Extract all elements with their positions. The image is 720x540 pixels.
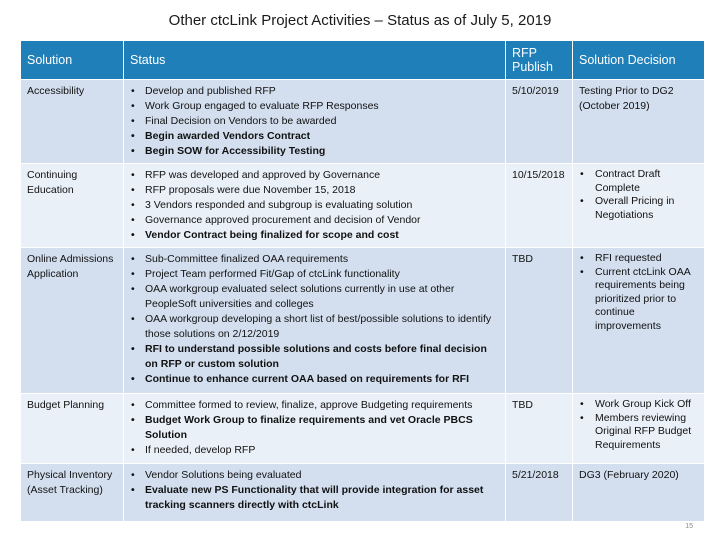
solution-cell: Accessibility xyxy=(21,80,124,164)
status-item: • Begin awarded Vendors Contract xyxy=(130,129,499,144)
header-rfp-publish: RFP Publish xyxy=(506,41,573,80)
decision-cell xyxy=(573,394,705,464)
rfp-publish-cell: TBD xyxy=(506,248,573,394)
decision-item: • Overall Pricing in Negotiations xyxy=(579,195,698,222)
status-item: • Continue to enhance current OAA based on requirements for RFI xyxy=(130,372,499,387)
decision-cell xyxy=(573,164,705,248)
status-item: • Governance approved procurement and decision of Vendor xyxy=(130,213,499,228)
page-number: 15 xyxy=(685,523,693,530)
status-item: • Develop and published RFP xyxy=(130,84,499,99)
decision-item: • Contract Draft Complete xyxy=(579,168,698,195)
status-cell xyxy=(124,248,506,394)
rfp-publish-cell: 10/15/2018 xyxy=(506,164,573,248)
status-item: • RFI to understand possible solutions and costs before final decision on RFP or custom solution xyxy=(130,342,499,372)
decision-item: • Work Group Kick Off xyxy=(579,398,698,412)
solution-cell: Online Admissions Application xyxy=(21,248,124,394)
status-item: • If needed, develop RFP xyxy=(130,443,499,458)
decision-item: • RFI requested xyxy=(579,252,698,266)
header-row xyxy=(21,41,705,80)
status-item: • RFP proposals were due November 15, 2018 xyxy=(130,183,499,198)
status-item: • OAA workgroup evaluated select solutions currently in use at other PeopleSoft universities and colleges xyxy=(130,282,499,312)
status-item: • Project Team performed Fit/Gap of ctcLink functionality xyxy=(130,267,499,282)
decision-item: • Current ctcLink OAA requirements being prioritized prior to continue improvements xyxy=(579,266,698,334)
decision-item: • Members reviewing Original RFP Budget Requirements xyxy=(579,412,698,453)
table-row xyxy=(21,248,705,394)
decision-cell: Testing Prior to DG2 (October 2019) xyxy=(573,80,705,164)
table-row xyxy=(21,394,705,464)
status-item: • Final Decision on Vendors to be awarded xyxy=(130,114,499,129)
status-item: • Budget Work Group to finalize requirements and vet Oracle PBCS Solution xyxy=(130,413,499,443)
status-item: • Vendor Contract being finalized for scope and cost xyxy=(130,228,499,243)
solution-cell: Budget Planning xyxy=(21,394,124,464)
status-item: • OAA workgroup developing a short list of best/possible solutions to identify those solutions on 2/12/2019 xyxy=(130,312,499,342)
status-item: • Work Group engaged to evaluate RFP Responses xyxy=(130,99,499,114)
rfp-publish-cell: 5/21/2018 xyxy=(506,464,573,522)
status-item: • Evaluate new PS Functionality that will provide integration for asset tracking scanners directly with ctcLink xyxy=(130,483,499,513)
status-table xyxy=(20,40,705,522)
status-cell xyxy=(124,394,506,464)
status-cell xyxy=(124,164,506,248)
page-title: Other ctcLink Project Activities – Status as of July 5, 2019 xyxy=(168,12,552,29)
status-item: • 3 Vendors responded and subgroup is evaluating solution xyxy=(130,198,499,213)
solution-cell: Physical Inventory (Asset Tracking) xyxy=(21,464,124,522)
table-row xyxy=(21,164,705,248)
decision-cell xyxy=(573,248,705,394)
status-cell xyxy=(124,80,506,164)
table-row xyxy=(21,80,705,164)
table-row xyxy=(21,464,705,522)
header-solution: Solution xyxy=(21,41,124,80)
status-item: • RFP was developed and approved by Governance xyxy=(130,168,499,183)
status-item: • Committee formed to review, finalize, approve Budgeting requirements xyxy=(130,398,499,413)
decision-cell: DG3 (February 2020) xyxy=(573,464,705,522)
rfp-publish-cell: 5/10/2019 xyxy=(506,80,573,164)
status-item: • Vendor Solutions being evaluated xyxy=(130,468,499,483)
status-item: • Begin SOW for Accessibility Testing xyxy=(130,144,499,159)
header-solution-decision: Solution Decision xyxy=(573,41,705,80)
status-cell xyxy=(124,464,506,522)
status-item: • Sub-Committee finalized OAA requirements xyxy=(130,252,499,267)
header-status: Status xyxy=(124,41,506,80)
rfp-publish-cell: TBD xyxy=(506,394,573,464)
solution-cell: Continuing Education xyxy=(21,164,124,248)
